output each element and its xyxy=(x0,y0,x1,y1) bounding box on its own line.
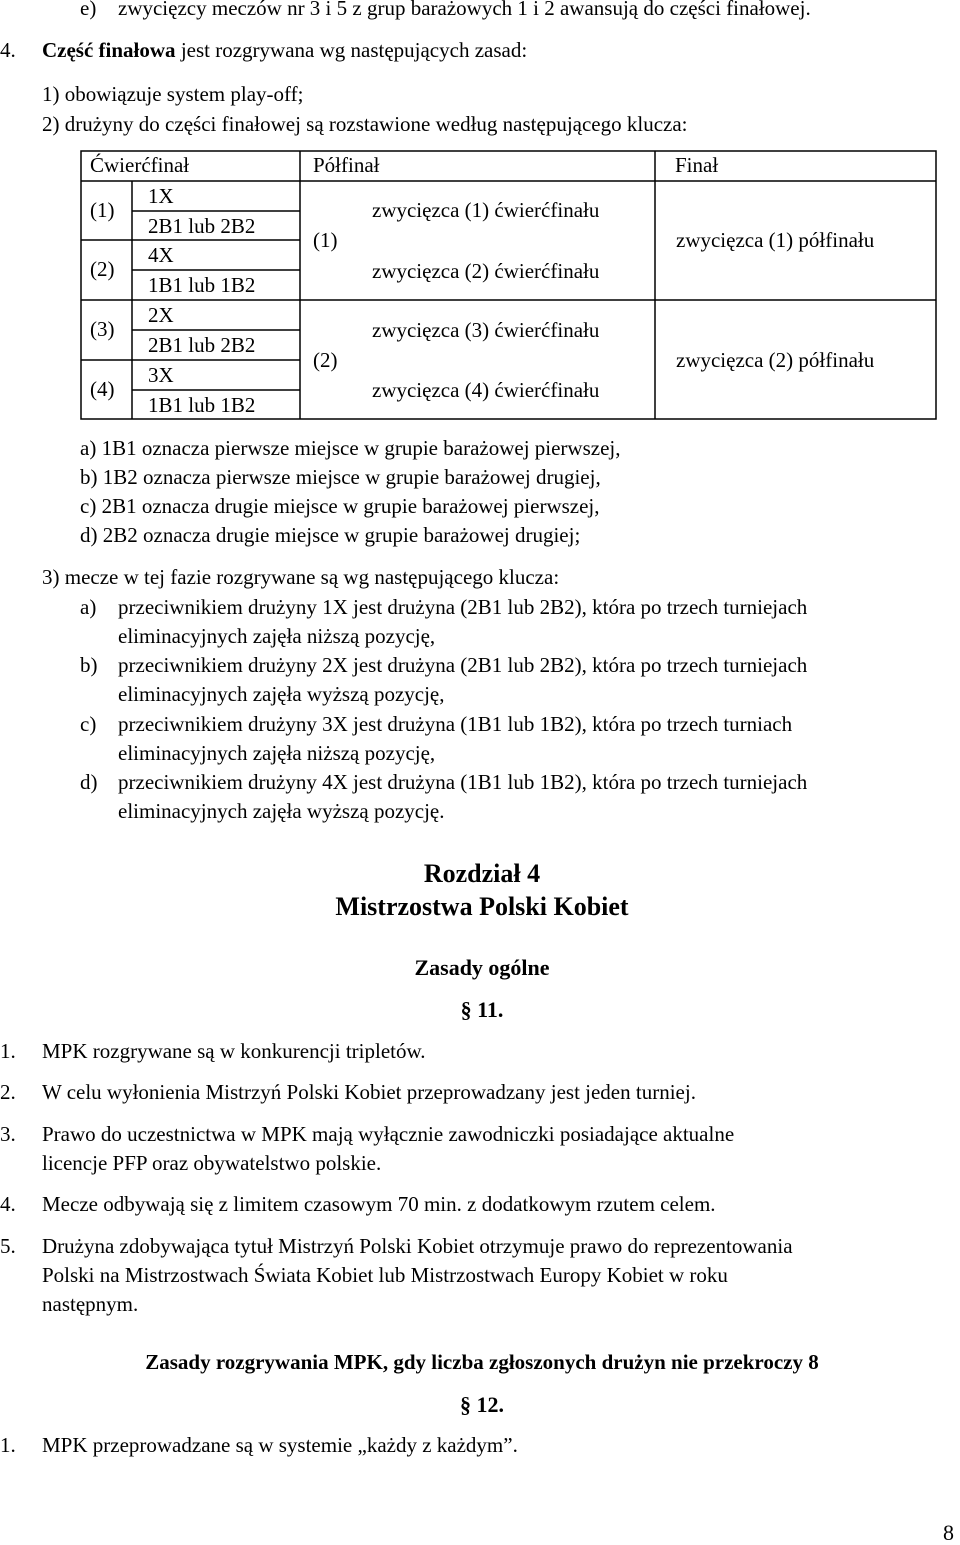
qf-opponent: 2B1 lub 2B2 xyxy=(148,214,256,238)
rule-3-item-line: eliminacyjnych zajęła wyższą pozycję, xyxy=(118,682,445,706)
rule-text: MPK przeprowadzane są w systemie „każdy z każdym”. xyxy=(42,1433,518,1457)
chapter-title: Rozdział 4 xyxy=(423,859,541,888)
qf-number: (2) xyxy=(90,257,115,281)
sf-winner: zwycięzca (3) ćwierćfinału xyxy=(372,318,600,342)
legend-item: b) 1B2 oznacza pierwsze miejsce w grupie barażowej drugiej, xyxy=(80,465,601,489)
rule-text: MPK rozgrywane są w konkurencji tripletów. xyxy=(42,1039,426,1063)
qf-seed: 1X xyxy=(148,184,174,208)
rule-number: 3. xyxy=(0,1122,16,1146)
qf-number: (3) xyxy=(90,317,115,341)
rule-3: 3) mecze w tej fazie rozgrywane są wg następującego klucza: xyxy=(42,565,560,589)
final-entry: zwycięzca (1) półfinału xyxy=(676,228,875,252)
rule-3-item-line: przeciwnikiem drużyny 4X jest drużyna (1B1 lub 1B2), która po trzech turniejach xyxy=(118,770,808,794)
legend-item: a) 1B1 oznacza pierwsze miejsce w grupie barażowej pierwszej, xyxy=(80,436,621,460)
qf-opponent: 1B1 lub 1B2 xyxy=(148,393,256,417)
rule-1: 1) obowiązuje system play-off; xyxy=(42,82,304,106)
rule-3-item-line: przeciwnikiem drużyny 2X jest drużyna (2B1 lub 2B2), która po trzech turniejach xyxy=(118,653,808,677)
rule-text: Mecze odbywają się z limitem czasowym 70 min. z dodatkowym rzutem celem. xyxy=(42,1192,716,1216)
qf-number: (4) xyxy=(90,377,115,401)
rule-3-item-line: eliminacyjnych zajęła wyższą pozycję. xyxy=(118,799,445,823)
legend-item: c) 2B1 oznacza drugie miejsce w grupie barażowej pierwszej, xyxy=(80,494,600,518)
sf-number: (1) xyxy=(313,228,338,252)
rule-text: Drużyna zdobywająca tytuł Mistrzyń Polski Kobiet otrzymuje prawo do reprezentowania xyxy=(42,1234,793,1258)
qf-number: (1) xyxy=(90,198,115,222)
item-e-label: e) xyxy=(80,0,97,20)
sf-winner: zwycięzca (2) ćwierćfinału xyxy=(372,259,600,283)
header-quarterfinal: Ćwierćfinał xyxy=(90,153,190,177)
rule-3-item-label: a) xyxy=(80,595,97,619)
rule-text: Prawo do uczestnictwa w MPK mają wyłącznie zawodniczki posiadające aktualne xyxy=(42,1122,735,1146)
qf-seed: 4X xyxy=(148,243,174,267)
rule-2: 2) drużyny do części finałowej są rozstawione według następującego klucza: xyxy=(42,112,688,136)
rule-number: 1. xyxy=(0,1039,16,1063)
rule-text: następnym. xyxy=(42,1292,139,1316)
header-semifinal: Półfinał xyxy=(313,153,380,177)
rule-3-item-label: b) xyxy=(80,653,98,677)
rule-number: 1. xyxy=(0,1433,16,1457)
qf-opponent: 1B1 lub 1B2 xyxy=(148,273,256,297)
rule-text: licencje PFP oraz obywatelstwo polskie. xyxy=(42,1151,382,1175)
section-heading: Zasady rozgrywania MPK, gdy liczba zgłoszonych drużyn nie przekroczy 8 xyxy=(145,1350,819,1374)
section-paragraph-number: § 11. xyxy=(460,997,504,1022)
rule-3-item-line: przeciwnikiem drużyny 1X jest drużyna (2B1 lub 2B2), która po trzech turniejach xyxy=(118,595,808,619)
chapter-subtitle: Mistrzostwa Polski Kobiet xyxy=(335,892,629,921)
sf-winner: zwycięzca (4) ćwierćfinału xyxy=(372,378,600,402)
rule-number: 4. xyxy=(0,1192,16,1216)
qf-seed: 2X xyxy=(148,303,174,327)
rule-text: Polski na Mistrzostwach Świata Kobiet lub Mistrzostwach Europy Kobiet w roku xyxy=(42,1263,728,1287)
rule-text: W celu wyłonienia Mistrzyń Polski Kobiet przeprowadzany jest jeden turniej. xyxy=(42,1080,696,1104)
sf-winner: zwycięzca (1) ćwierćfinału xyxy=(372,198,600,222)
rule-number: 5. xyxy=(0,1234,16,1258)
qf-opponent: 2B1 lub 2B2 xyxy=(148,333,256,357)
paragraph-4-rest: jest rozgrywana wg następujących zasad: xyxy=(180,38,528,62)
legend-item: d) 2B2 oznacza drugie miejsce w grupie barażowej drugiej; xyxy=(80,523,581,547)
sf-number: (2) xyxy=(313,348,338,372)
rule-3-item-line: eliminacyjnych zajęła niższą pozycję, xyxy=(118,624,436,648)
rule-3-item-line: eliminacyjnych zajęła niższą pozycję, xyxy=(118,741,436,765)
rule-number: 2. xyxy=(0,1080,16,1104)
section-heading: Zasady ogólne xyxy=(414,955,550,980)
rule-3-item-line: przeciwnikiem drużyny 3X jest drużyna (1B1 lub 1B2), która po trzech turniach xyxy=(118,712,793,736)
paragraph-4-number: 4. xyxy=(0,38,16,62)
section-paragraph-number: § 12. xyxy=(460,1392,504,1417)
final-entry: zwycięzca (2) półfinału xyxy=(676,348,875,372)
page-number: 8 xyxy=(943,1520,954,1545)
rule-3-item-label: d) xyxy=(80,770,98,794)
qf-seed: 3X xyxy=(148,363,174,387)
paragraph-4-bold: Część finałowa xyxy=(42,38,176,62)
header-final: Finał xyxy=(675,153,719,177)
rule-3-item-label: c) xyxy=(80,712,97,736)
item-e-text: zwycięzcy meczów nr 3 i 5 z grup barażowych 1 i 2 awansują do części finałowej. xyxy=(118,0,811,20)
